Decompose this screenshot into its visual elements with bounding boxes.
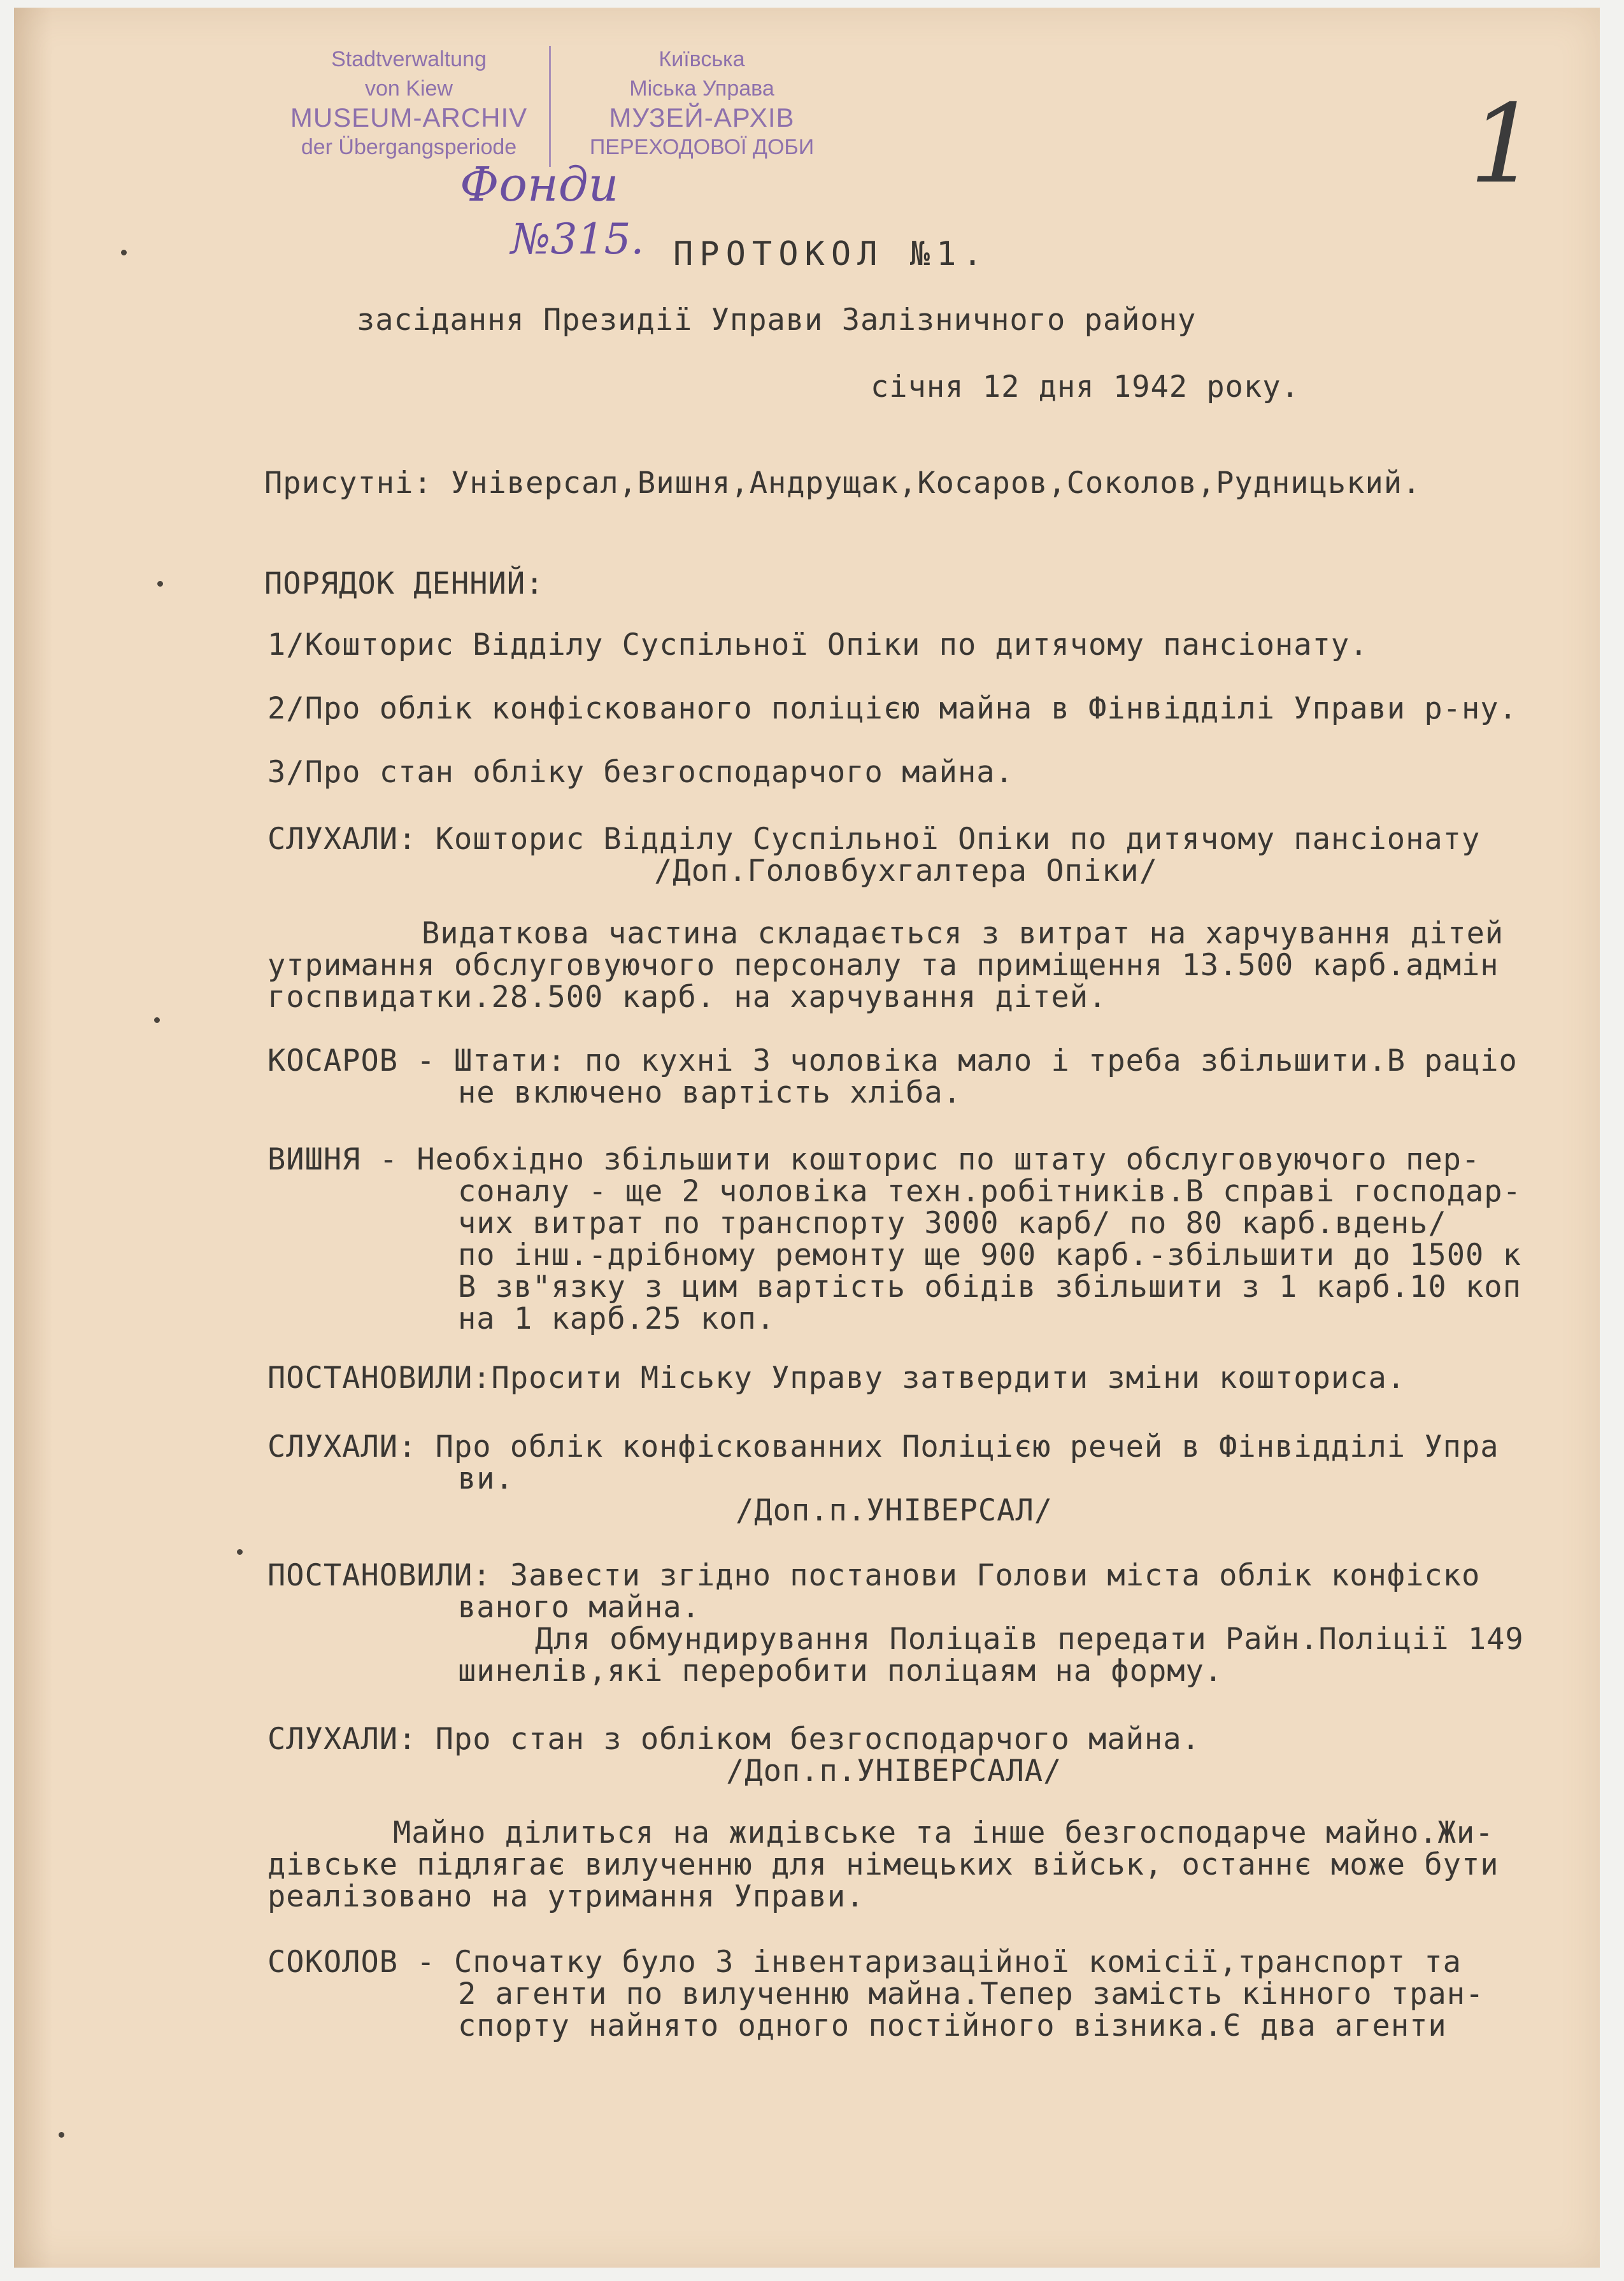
present-line: Присутні: Універсал,Вишня,Андрущак,Косаров,Соколов,Рудницький. bbox=[264, 466, 1421, 501]
stamp-line: Stadtverwaltung bbox=[331, 47, 487, 71]
body-line: на 1 карб.25 коп. bbox=[458, 1301, 776, 1336]
stamp-line: von Kiew bbox=[365, 76, 453, 101]
report-line: /Доп.п.УНІВЕРСАЛА/ bbox=[726, 1754, 1062, 1789]
body-line: чих витрат по транспорту 3000 карб/ по 80 карб.вдень/ bbox=[458, 1206, 1447, 1241]
paper-speck bbox=[237, 1549, 243, 1555]
agenda-heading: ПОРЯДОК ДЕННИЙ: bbox=[264, 566, 545, 601]
body-line: спорту найнято одного постійного візника.Є два агенти bbox=[458, 2008, 1447, 2043]
body-line: 2 агенти по вилученню майна.Тепер замість кінного тран- bbox=[458, 1977, 1485, 2012]
body-line: Для обмундирування Поліцаїв передати Райн.Поліції 149 bbox=[535, 1622, 1524, 1657]
report-line: /Доп.п.УНІВЕРСАЛ/ bbox=[736, 1493, 1053, 1528]
body-line: Видаткова частина складається з витрат на харчування дітей bbox=[422, 916, 1504, 951]
body-line: по інш.-дрібному ремонту ще 900 карб.-збільшити до 1500 к bbox=[458, 1238, 1521, 1273]
speaker-line: ВИШНЯ - Необхідно збільшити кошторис по штату обслуговуючого пер- bbox=[267, 1142, 1481, 1177]
handwritten-number: №315. bbox=[511, 215, 645, 264]
stamp-divider bbox=[549, 46, 551, 167]
report-line: /Доп.Головбухгалтера Опіки/ bbox=[654, 854, 1158, 889]
agenda-item: 2/Про облік конфіскованого поліцією майна в Фінвідділі Управи р-ну. bbox=[267, 691, 1518, 726]
handwritten-fondy: Фонди bbox=[460, 157, 619, 212]
document-page bbox=[14, 8, 1600, 2268]
body-line: дівське підлягає вилученню для німецьких військ, останнє може бути bbox=[267, 1847, 1499, 1882]
archive-stamp-ukrainian bbox=[562, 45, 842, 162]
body-line: ваного майна. bbox=[458, 1590, 701, 1625]
stamp-line: ПЕРЕХОДОВОЇ ДОБИ bbox=[589, 135, 815, 159]
body-line: Майно ділиться на жидівське та інше безгосподарче майно.Жи- bbox=[393, 1815, 1494, 1850]
agenda-item: 1/Кошторис Відділу Суспільної Опіки по дитячому пансіонату. bbox=[267, 627, 1369, 662]
speaker-line: СОКОЛОВ - Спочатку було 3 інвентаризаційної комісії,транспорт та bbox=[267, 1945, 1462, 1980]
heard-line: СЛУХАЛИ: Про облік конфіскованних Поліцією речей в Фінвідділі Упра bbox=[267, 1429, 1499, 1464]
body-line: соналу - ще 2 чоловіка техн.робітників.В справі господар- bbox=[458, 1174, 1521, 1209]
document-subtitle: засідання Президії Управи Залізничного району bbox=[357, 303, 1197, 338]
document-date: січня 12 дня 1942 року. bbox=[871, 369, 1300, 404]
speaker-line: КОСАРОВ - Штати: по кухні 3 чоловіка мало і треба збільшити.В раціо bbox=[267, 1043, 1518, 1078]
document-title: ПРОТОКОЛ №1. bbox=[673, 235, 989, 273]
paper-speck bbox=[59, 2132, 64, 2138]
stamp-line: der Übergangsperiode bbox=[301, 135, 517, 159]
body-line: утримання обслуговуючого персоналу та приміщення 13.500 карб.адмін bbox=[267, 948, 1499, 983]
page-number: 1 bbox=[1469, 82, 1539, 208]
paper-speck bbox=[121, 250, 127, 255]
paper-speck bbox=[154, 1017, 160, 1023]
body-line: В зв"язку з цим вартість обідів збільшити з 1 карб.10 коп bbox=[458, 1269, 1521, 1305]
body-line: не включено вартість хліба. bbox=[458, 1075, 962, 1110]
agenda-item: 3/Про стан обліку безгосподарчого майна. bbox=[267, 755, 1014, 790]
stamp-line: Міська Управа bbox=[629, 76, 774, 101]
body-line: реалізовано на утримання Управи. bbox=[267, 1879, 865, 1914]
heard-line: СЛУХАЛИ: Кошторис Відділу Суспільної Опіки по дитячому пансіонату bbox=[267, 822, 1481, 857]
stamp-line: МУЗЕЙ-АРХІВ bbox=[609, 103, 795, 132]
page-fold-shadow bbox=[14, 8, 52, 2268]
resolved-line: ПОСТАНОВИЛИ: Завести згідно постанови Голови міста облік конфіско bbox=[267, 1558, 1481, 1593]
body-line: госпвидатки.28.500 карб. на харчування дітей. bbox=[267, 980, 1108, 1015]
stamp-line: Київська bbox=[659, 47, 745, 71]
paper-speck bbox=[157, 581, 163, 587]
body-line: ви. bbox=[458, 1461, 514, 1496]
archive-stamp-german bbox=[272, 45, 546, 162]
heard-line: СЛУХАЛИ: Про стан з обліком безгосподарчого майна. bbox=[267, 1722, 1200, 1757]
stamp-line: MUSEUM-ARCHIV bbox=[290, 103, 528, 132]
resolved-line: ПОСТАНОВИЛИ:Просити Міську Управу затвердити зміни кошториса. bbox=[267, 1361, 1406, 1396]
body-line: шинелів,які переробити поліцаям на форму. bbox=[458, 1654, 1223, 1689]
